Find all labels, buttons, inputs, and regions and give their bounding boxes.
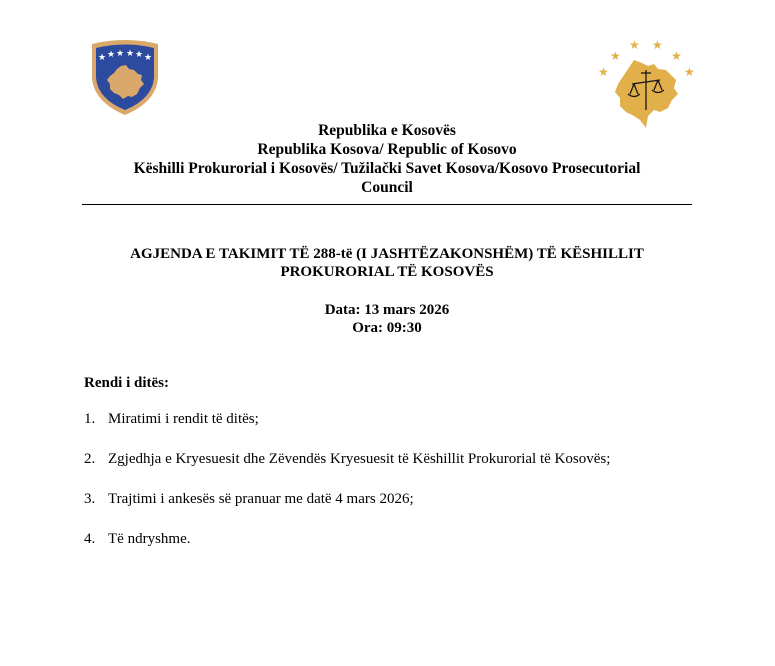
header-line-council-cont: Council [361,179,413,196]
agenda-item-number: 1. [84,411,96,427]
agenda-item-number: 2. [84,451,96,467]
agenda-item-number: 4. [84,531,96,547]
agenda-item-text: Trajtimi i ankesës së pranuar me datë 4 mars 2026; [108,491,414,507]
agenda-title-line-1: AGJENDA E TAKIMIT TË 288-të (I JASHTËZAKONSHËM) TË KËSHILLIT [130,246,644,262]
svg-text:★: ★ [98,53,107,63]
document-header [82,121,692,197]
svg-text:★: ★ [126,49,135,59]
svg-text:★: ★ [598,65,609,79]
agenda-item [84,411,610,451]
agenda-item [84,531,610,571]
agenda-item [84,451,610,491]
meeting-date: Data: 13 mars 2026 [324,302,450,318]
svg-text:★: ★ [116,49,125,59]
meeting-meta [82,301,692,337]
kosovo-coat-of-arms-icon [88,38,162,116]
agenda-list [84,411,610,571]
agenda-item-text: Zgjedhja e Kryesuesit dhe Zëvendës Kryesuesit të Këshillit Prokurorial të Kosovës; [108,451,611,467]
svg-text:★: ★ [135,50,144,60]
svg-text:★: ★ [610,49,621,63]
prosecutorial-council-logo-icon [596,36,700,132]
agenda-item-number: 3. [84,491,96,507]
header-line-republic-al: Republika e Kosovës [318,122,456,139]
agenda-item-text: Miratimi i rendit të ditës; [108,411,259,427]
svg-text:★: ★ [107,50,116,60]
agenda-title [82,245,692,281]
agenda-item [84,491,610,531]
header-line-republic-sr-en: Republika Kosova/ Republic of Kosovo [257,141,517,158]
svg-text:★: ★ [652,38,663,52]
svg-text:★: ★ [629,38,640,52]
svg-text:★: ★ [144,53,153,63]
agenda-item-text: Të ndryshme. [108,531,191,547]
header-line-council: Këshilli Prokurorial i Kosovës/ Tužilački Savet Kosova/Kosovo Prosecutorial [133,160,641,177]
svg-text:★: ★ [684,65,695,79]
meeting-time: Ora: 09:30 [352,320,422,336]
header-divider [82,204,692,205]
agenda-title-line-2: PROKURORIAL TË KOSOVËS [280,264,494,280]
agenda-heading: Rendi i ditës: [84,375,170,391]
svg-text:★: ★ [671,49,682,63]
